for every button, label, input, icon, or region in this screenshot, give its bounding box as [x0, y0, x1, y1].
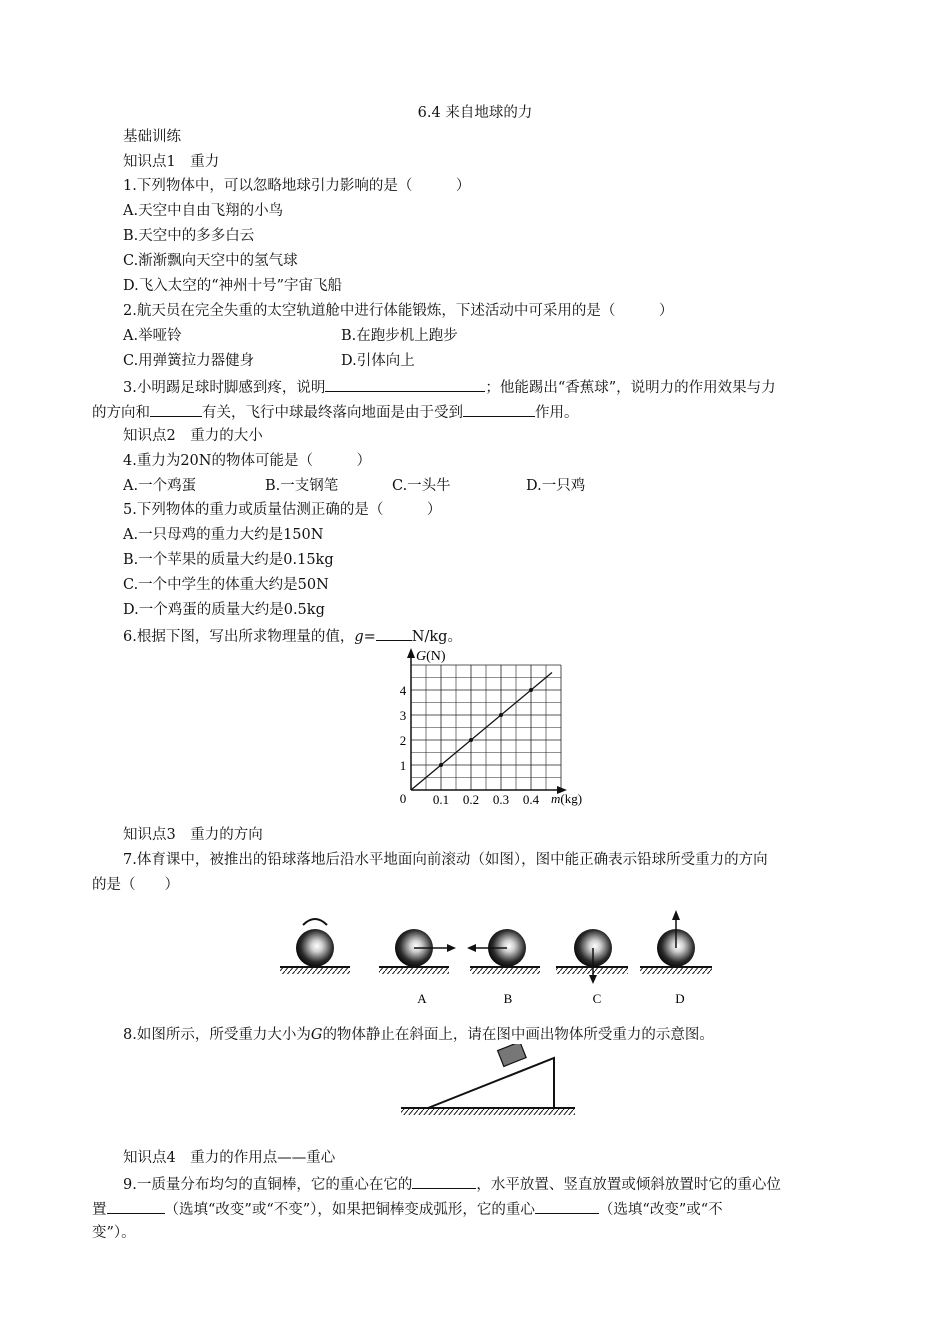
- q9-text-1: 9.一质量分布均匀的直铜棒，它的重心在它的: [123, 1177, 413, 1193]
- q8-var-g: G: [310, 1027, 323, 1043]
- question-3-line-1: [123, 376, 776, 398]
- x-tick-label: 0.1: [432, 792, 450, 807]
- q1-option-d: D.飞入太空的“神州十号”宇宙飞船: [123, 278, 343, 294]
- q9-text-4: （选填“改变”或“不变”），如果把铜棒变成弧形，它的重心: [164, 1202, 535, 1218]
- q3-blank-1[interactable]: [325, 376, 485, 392]
- y-axis-label: [416, 649, 446, 664]
- q9-blank-3[interactable]: [535, 1198, 599, 1214]
- q2-option-b: B.在跑步机上跑步: [341, 328, 458, 344]
- option-a-figure: [379, 929, 456, 1005]
- q5-option-d: D.一个鸡蛋的质量大约是0.5kg: [123, 602, 325, 618]
- q9-text-2: ，水平放置、竖直放置或倾斜放置时它的重心位: [476, 1177, 781, 1193]
- y-axis-var: G: [416, 649, 427, 664]
- q3-text-5: 作用。: [535, 405, 579, 421]
- incline-figure: [398, 1044, 578, 1119]
- question-8-stem: [123, 1025, 714, 1045]
- q4-option-d: D.一只鸡: [526, 478, 586, 494]
- q3-text-2: ；他能踢出“香蕉球”，说明力的作用效果与力: [485, 380, 776, 396]
- q6-text-1: 6.根据下图，写出所求物理量的值，: [123, 629, 355, 645]
- x-axis-var: m: [551, 791, 561, 806]
- y-tick-label: 4: [399, 683, 407, 698]
- q3-text-4: 有关，飞行中球最终落向地面是由于受到: [202, 405, 463, 421]
- knowledge-point-1: 知识点1 重力: [123, 154, 220, 170]
- q2-option-c: C.用弹簧拉力器健身: [123, 353, 255, 369]
- q1-option-b: B.天空中的多多白云: [123, 228, 255, 244]
- tick-labels: [400, 683, 540, 807]
- x-tick-label: 0.3: [492, 792, 510, 807]
- q1-option-a: A.天空中自由飞翔的小鸟: [123, 203, 284, 219]
- q3-text-3: 的方向和: [92, 405, 150, 421]
- q2-option-d: D.引体向上: [341, 353, 415, 369]
- question-9-line-3: 变”）。: [92, 1225, 136, 1241]
- q8-text-2: 的物体静止在斜面上，请在图中画出物体所受重力的示意图。: [322, 1027, 714, 1043]
- y-tick-label: 1: [399, 758, 407, 773]
- q3-text-1: 3.小明踢足球时脚感到疼，说明: [123, 380, 326, 396]
- question-9-line-1: [123, 1173, 781, 1195]
- question-7-line-2: 的是（ ）: [92, 877, 179, 893]
- q9-text-5: （选填“改变”或“不: [598, 1202, 723, 1218]
- reference-ball: [280, 919, 350, 974]
- q6-blank[interactable]: [376, 625, 412, 641]
- question-3-line-2: [92, 401, 579, 423]
- y-tick-label: 3: [399, 708, 407, 723]
- x-axis-unit: (kg): [560, 791, 583, 806]
- block-on-incline: [498, 1044, 527, 1066]
- data-point: [439, 763, 443, 767]
- data-point: [469, 738, 473, 742]
- incline-plane: [428, 1058, 554, 1108]
- question-1-stem: 1.下列物体中，可以忽略地球引力影响的是（ ）: [123, 178, 471, 194]
- knowledge-point-3: 知识点3 重力的方向: [123, 827, 263, 843]
- y-axis-arrow: [407, 648, 415, 658]
- q6-var-g: g: [354, 629, 364, 645]
- incline-ground-hatch: [401, 1109, 575, 1115]
- q5-option-c: C.一个中学生的体重大约是50N: [123, 577, 329, 593]
- q8-text-1: 8.如图所示，所受重力大小为: [123, 1027, 311, 1043]
- shot-put-figure: [275, 905, 715, 1005]
- data-point: [529, 688, 533, 692]
- page-title: 6.4 来自地球的力: [417, 105, 533, 121]
- x-tick-label: 0.4: [522, 792, 540, 807]
- q5-option-b: B.一个苹果的质量大约是0.15kg: [123, 552, 334, 568]
- question-9-line-2: [92, 1198, 723, 1220]
- q9-blank-1[interactable]: [412, 1173, 476, 1189]
- y-axis-unit: (N): [426, 649, 446, 664]
- q4-option-c: C.一头牛: [392, 478, 451, 494]
- option-c-figure: [556, 929, 628, 1005]
- q6-text-3: N/kg。: [411, 629, 462, 645]
- g-vs-m-graph: [385, 640, 595, 810]
- knowledge-point-4: 知识点4 重力的作用点——重心: [123, 1150, 336, 1166]
- q1-option-c: C.渐渐飘向天空中的氢气球: [123, 253, 298, 269]
- option-d-label: D: [675, 991, 685, 1005]
- q5-option-a: A.一只母鸡的重力大约是150N: [123, 527, 324, 543]
- option-d-figure: [640, 910, 712, 1005]
- q6-text-2: =: [363, 629, 376, 645]
- option-b-figure: [467, 929, 540, 1005]
- question-4-stem: 4.重力为20N的物体可能是（ ）: [123, 453, 371, 469]
- q3-blank-2[interactable]: [150, 401, 202, 417]
- section-heading: 基础训练: [123, 129, 181, 145]
- q9-blank-2[interactable]: [107, 1198, 165, 1214]
- q9-text-3: 置: [92, 1202, 107, 1218]
- data-point: [499, 713, 503, 717]
- question-2-stem: 2.航天员在完全失重的太空轨道舱中进行体能锻炼，下述活动中可采用的是（ ）: [123, 303, 674, 319]
- q4-option-b: B.一支钢笔: [265, 478, 339, 494]
- knowledge-point-2: 知识点2 重力的大小: [123, 428, 263, 444]
- question-5-stem: 5.下列物体的重力或质量估测正确的是（ ）: [123, 502, 442, 518]
- x-axis-label: [551, 791, 582, 806]
- option-b-label: B: [503, 991, 513, 1005]
- option-c-label: C: [592, 991, 602, 1005]
- origin-label: 0: [399, 791, 407, 806]
- q2-option-a: A.举哑铃: [123, 328, 182, 344]
- option-a-label: A: [417, 991, 427, 1005]
- y-tick-label: 2: [399, 733, 407, 748]
- q3-blank-3[interactable]: [463, 401, 535, 417]
- x-tick-label: 0.2: [462, 792, 480, 807]
- question-7-line-1: 7.体育课中，被推出的铅球落地后沿水平地面向前滚动（如图），图中能正确表示铅球所受重力的方向: [123, 852, 768, 868]
- q4-option-a: A.一个鸡蛋: [123, 478, 197, 494]
